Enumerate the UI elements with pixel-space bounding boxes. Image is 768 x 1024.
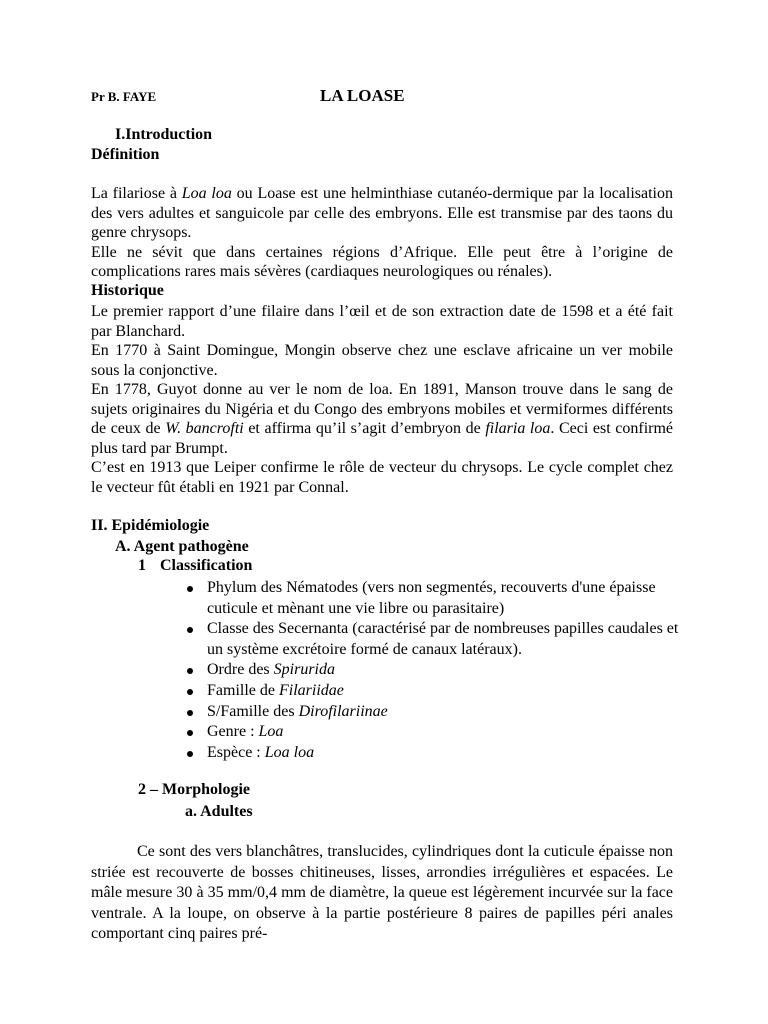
classification-list <box>185 578 685 763</box>
bullet-icon <box>187 627 193 633</box>
historique-text <box>91 302 673 497</box>
classification-number: 1 <box>138 557 146 574</box>
definition-heading: Définition <box>91 146 160 163</box>
author-name: Pr B. FAYE <box>91 89 157 104</box>
historique-paragraph-2: En 1770 à Saint Domingue, Mongin observe chez une esclave africaine un ver mobile sous la conjonctive. <box>91 342 673 379</box>
section-epidemiologie-heading: II. Epidémiologie <box>91 517 210 534</box>
bullet-icon <box>187 730 193 736</box>
bullet-icon <box>187 668 193 674</box>
list-item: S/Famille des Dirofilariinae <box>185 702 685 723</box>
historique-heading: Historique <box>91 282 164 299</box>
list-item: Ordre des Spirurida <box>185 660 685 681</box>
document-title: LA LOASE <box>320 86 405 105</box>
bullet-icon <box>187 710 193 716</box>
list-item: Phylum des Nématodes (vers non segmentés, recouverts d'une épaisse cuticule et mènant une vie libre ou parasitaire) <box>185 578 685 619</box>
classification-heading: Classification <box>160 557 253 574</box>
list-item: Classe des Secernanta (caractérisé par de nombreuses papilles caudales et un système excrétoire formé de canaux latéraux). <box>185 619 685 660</box>
bullet-icon <box>187 689 193 695</box>
agent-pathogene-heading: A. Agent pathogène <box>115 538 249 555</box>
adultes-heading: a. Adultes <box>185 803 253 820</box>
bullet-icon <box>187 586 193 592</box>
list-item: Genre : Loa <box>185 722 685 743</box>
adultes-paragraph: Ce sont des vers blanchâtres, translucides, cylindriques dont la cuticule épaisse non striée est recouverte de bosses chitineuses, lisses, arrondies irrégulières et espacées. Le mâle mesure 30 à 35 mm/0,4 mm de diamètre, la queue est légèrement incurvée sur la face ventrale. A la loupe, on observe à la partie postérieure 8 paires de papilles péri anales comportant cinq paires pré- <box>91 843 673 943</box>
definition-paragraph-1: La filariose à Loa loa ou Loase est une helminthiase cutanéo-dermique par la localisation des vers adultes et sanguicole par celle des embryons. Elle est transmise par des taons du genre chrysops. <box>91 185 674 241</box>
definition-paragraph-2: Elle ne sévit que dans certaines régions d’Afrique. Elle peut être à l’origine de complications rares mais sévères (cardiaques neurologiques ou rénales). <box>91 243 673 280</box>
historique-paragraph-3: En 1778, Guyot donne au ver le nom de loa. En 1891, Manson trouve dans le sang de sujets originaires du Nigéria et du Congo des embryons mobiles et vermiformes différents de ceux de W. bancrofti et affirma qu’il s’agit d’embryon de filaria loa. Ceci est confirmé plus tard par Brumpt. <box>91 381 674 457</box>
list-item: Espèce : Loa loa <box>185 743 685 764</box>
section-introduction-heading: I.Introduction <box>115 126 213 143</box>
bullet-icon <box>187 751 193 757</box>
historique-paragraph-1: Le premier rapport d’une filaire dans l’œil et de son extraction date de 1598 et a été fait par Blanchard. <box>91 303 673 340</box>
morphologie-heading: 2 – Morphologie <box>138 781 250 798</box>
definition-text <box>91 184 673 282</box>
historique-paragraph-4: C’est en 1913 que Leiper confirme le rôle de vecteur du chrysops. Le cycle complet chez le vecteur fût établi en 1921 par Connal. <box>91 459 673 496</box>
list-item: Famille de Filariidae <box>185 681 685 702</box>
